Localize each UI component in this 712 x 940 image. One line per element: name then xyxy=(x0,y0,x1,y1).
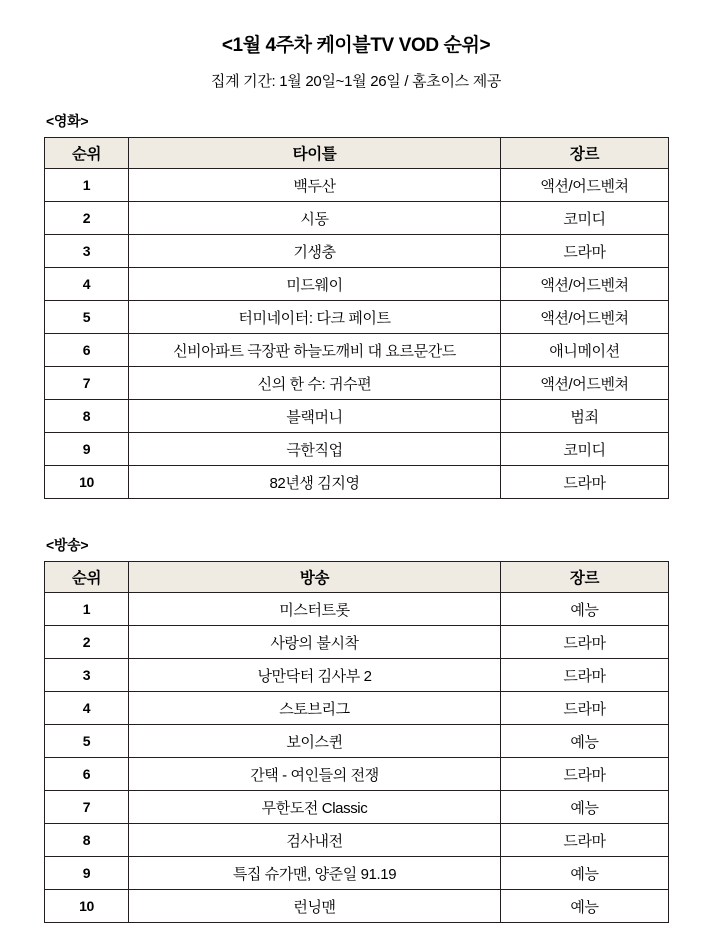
cell-genre: 액션/어드벤쳐 xyxy=(501,301,669,334)
cell-genre: 범죄 xyxy=(501,400,669,433)
table-row xyxy=(45,334,669,367)
cell-title: 시동 xyxy=(129,202,501,235)
table-header-row xyxy=(45,562,669,593)
cell-genre: 액션/어드벤쳐 xyxy=(501,367,669,400)
cell-title: 신비아파트 극장판 하늘도깨비 대 요르문간드 xyxy=(129,334,501,367)
cell-rank: 9 xyxy=(45,433,129,466)
column-header-genre: 장르 xyxy=(501,138,669,169)
section-label-broadcast: <방송> xyxy=(46,537,89,553)
table-row xyxy=(45,758,669,791)
cell-rank: 2 xyxy=(45,626,129,659)
cell-genre: 예능 xyxy=(501,857,669,890)
cell-genre: 드라마 xyxy=(501,626,669,659)
cell-rank: 8 xyxy=(45,824,129,857)
cell-title: 신의 한 수: 귀수편 xyxy=(129,367,501,400)
cell-rank: 6 xyxy=(45,758,129,791)
cell-genre: 드라마 xyxy=(501,659,669,692)
cell-genre: 예능 xyxy=(501,791,669,824)
table-header-row xyxy=(45,138,669,169)
table-row xyxy=(45,593,669,626)
cell-rank: 5 xyxy=(45,725,129,758)
cell-genre: 예능 xyxy=(501,593,669,626)
cell-title: 터미네이터: 다크 페이트 xyxy=(129,301,501,334)
cell-rank: 8 xyxy=(45,400,129,433)
table-row xyxy=(45,301,669,334)
column-header-rank: 순위 xyxy=(45,138,129,169)
cell-rank: 7 xyxy=(45,367,129,400)
cell-rank: 3 xyxy=(45,235,129,268)
cell-title: 간택 - 여인들의 전쟁 xyxy=(129,758,501,791)
cell-rank: 10 xyxy=(45,890,129,923)
table-row xyxy=(45,791,669,824)
cell-title: 미스터트롯 xyxy=(129,593,501,626)
cell-genre: 액션/어드벤쳐 xyxy=(501,169,669,202)
cell-rank: 2 xyxy=(45,202,129,235)
column-header-title: 방송 xyxy=(129,562,501,593)
movie-rank-table xyxy=(44,137,669,499)
table-row xyxy=(45,169,669,202)
cell-genre: 코미디 xyxy=(501,433,669,466)
column-header-genre: 장르 xyxy=(501,562,669,593)
table-row xyxy=(45,890,669,923)
table-row xyxy=(45,857,669,890)
cell-title: 특집 슈가맨, 양준일 91.19 xyxy=(129,857,501,890)
cell-title: 보이스퀸 xyxy=(129,725,501,758)
table-row xyxy=(45,433,669,466)
cell-genre: 예능 xyxy=(501,725,669,758)
column-header-rank: 순위 xyxy=(45,562,129,593)
column-header-title: 타이틀 xyxy=(129,138,501,169)
section-spacer xyxy=(44,499,668,515)
cell-rank: 9 xyxy=(45,857,129,890)
cell-title: 백두산 xyxy=(129,169,501,202)
cell-title: 기생충 xyxy=(129,235,501,268)
cell-rank: 1 xyxy=(45,169,129,202)
table-row xyxy=(45,824,669,857)
cell-genre: 드라마 xyxy=(501,692,669,725)
cell-title: 미드웨이 xyxy=(129,268,501,301)
table-row xyxy=(45,466,669,499)
table-row xyxy=(45,367,669,400)
cell-title: 무한도전 Classic xyxy=(129,791,501,824)
cell-title: 극한직업 xyxy=(129,433,501,466)
cell-rank: 10 xyxy=(45,466,129,499)
cell-genre: 드라마 xyxy=(501,466,669,499)
cell-genre: 애니메이션 xyxy=(501,334,669,367)
cell-title: 82년생 김지영 xyxy=(129,466,501,499)
table-row xyxy=(45,626,669,659)
cell-rank: 1 xyxy=(45,593,129,626)
cell-title: 런닝맨 xyxy=(129,890,501,923)
table-row xyxy=(45,202,669,235)
table-row xyxy=(45,692,669,725)
table-row xyxy=(45,659,669,692)
page-title: <1월 4주차 케이블TV VOD 순위> xyxy=(221,35,491,56)
cell-title: 사랑의 불시착 xyxy=(129,626,501,659)
cell-rank: 3 xyxy=(45,659,129,692)
cell-title: 검사내전 xyxy=(129,824,501,857)
cell-rank: 6 xyxy=(45,334,129,367)
cell-title: 스토브리그 xyxy=(129,692,501,725)
cell-genre: 코미디 xyxy=(501,202,669,235)
cell-genre: 액션/어드벤쳐 xyxy=(501,268,669,301)
table-row xyxy=(45,725,669,758)
cell-genre: 드라마 xyxy=(501,758,669,791)
cell-genre: 예능 xyxy=(501,890,669,923)
page-subtitle: 집계 기간: 1월 20일~1월 26일 / 홈초이스 제공 xyxy=(210,73,502,90)
cell-title: 블랙머니 xyxy=(129,400,501,433)
cell-rank: 4 xyxy=(45,692,129,725)
cell-title: 낭만닥터 김사부 2 xyxy=(129,659,501,692)
cell-rank: 7 xyxy=(45,791,129,824)
cell-genre: 드라마 xyxy=(501,235,669,268)
table-row xyxy=(45,268,669,301)
broadcast-rank-table xyxy=(44,561,669,923)
cell-genre: 드라마 xyxy=(501,824,669,857)
section-label-movies: <영화> xyxy=(46,113,89,129)
cell-rank: 5 xyxy=(45,301,129,334)
table-row xyxy=(45,400,669,433)
table-row xyxy=(45,235,669,268)
cell-rank: 4 xyxy=(45,268,129,301)
